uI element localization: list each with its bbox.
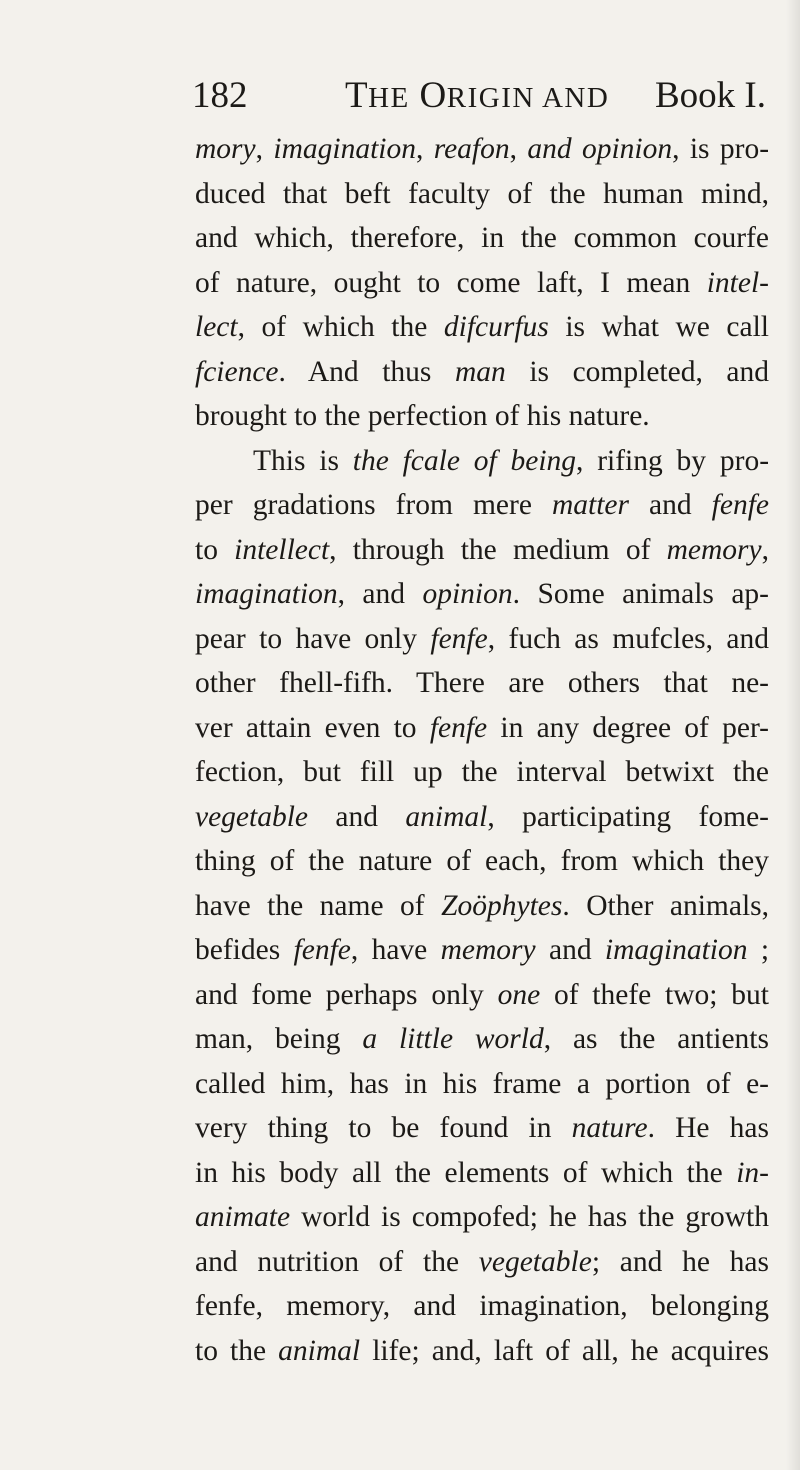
page-edge-shadow bbox=[786, 0, 800, 1470]
page-number: 182 bbox=[192, 75, 248, 116]
running-title bbox=[345, 66, 609, 128]
text-line: lect, of which the difcurfus is what we call bbox=[195, 311, 769, 343]
text-line: and which, therefore, in the common courfe bbox=[195, 222, 769, 254]
text-line: thing of the nature of each, from which they bbox=[195, 845, 769, 877]
text-line: other fhell-fifh. There are others that ne- bbox=[195, 667, 769, 699]
text-line: brought to the perfection of his nature. bbox=[195, 400, 650, 432]
text-line: to the animal life; and, laft of all, he acquires bbox=[195, 1334, 769, 1367]
title-initial: T bbox=[345, 75, 369, 116]
text-line: per gradations from mere matter and fenfe bbox=[195, 489, 769, 521]
body-text bbox=[195, 127, 769, 1373]
text-line: vegetable and animal, participating fome- bbox=[195, 800, 769, 833]
title-smallcaps: HE bbox=[368, 82, 410, 114]
text-line: duced that beft faculty of the human mind, bbox=[195, 177, 769, 210]
text-line: ver attain even to fenfe in any degree of per- bbox=[195, 711, 769, 744]
text-line: of nature, ought to come laft, I mean intel- bbox=[195, 266, 769, 299]
text-line: called him, has in his frame a portion of e- bbox=[195, 1067, 769, 1100]
text-line: to intellect, through the medium of memory, bbox=[195, 533, 769, 566]
text-line: fection, but fill up the interval betwixt the bbox=[195, 756, 769, 788]
title-initial: O bbox=[419, 75, 447, 116]
text-line: imagination, and opinion. Some animals ap- bbox=[195, 578, 770, 610]
text-line: pear to have only fenfe, fuch as mufcles, and bbox=[195, 622, 769, 655]
text-line: befides fenfe, have memory and imagination ; bbox=[195, 934, 770, 966]
text-line: very thing to be found in nature. He has bbox=[195, 1112, 769, 1144]
text-line: and fome perhaps only one of thefe two; but bbox=[195, 978, 769, 1011]
book-label: Book I. bbox=[655, 75, 766, 116]
text-line: fcience. And thus man is completed, and bbox=[195, 355, 769, 388]
text-line: have the name of Zoöphytes. Other animals, bbox=[195, 889, 769, 922]
text-line: This is the fcale of being, rifing by pro- bbox=[253, 444, 770, 477]
text-line: animate world is compofed; he has the growth bbox=[195, 1201, 769, 1233]
running-header bbox=[192, 66, 766, 126]
text-line: man, being a little world, as the antients bbox=[195, 1023, 769, 1055]
text-line: fenfe, memory, and imagination, belonging bbox=[195, 1290, 769, 1322]
title-smallcaps: RIGIN AND bbox=[446, 82, 610, 114]
text-line: and nutrition of the vegetable; and he has bbox=[195, 1245, 769, 1278]
text-line: mory, imagination, reafon, and opinion, is pro- bbox=[195, 133, 770, 165]
text-line: in his body all the elements of which the in- bbox=[195, 1156, 769, 1189]
